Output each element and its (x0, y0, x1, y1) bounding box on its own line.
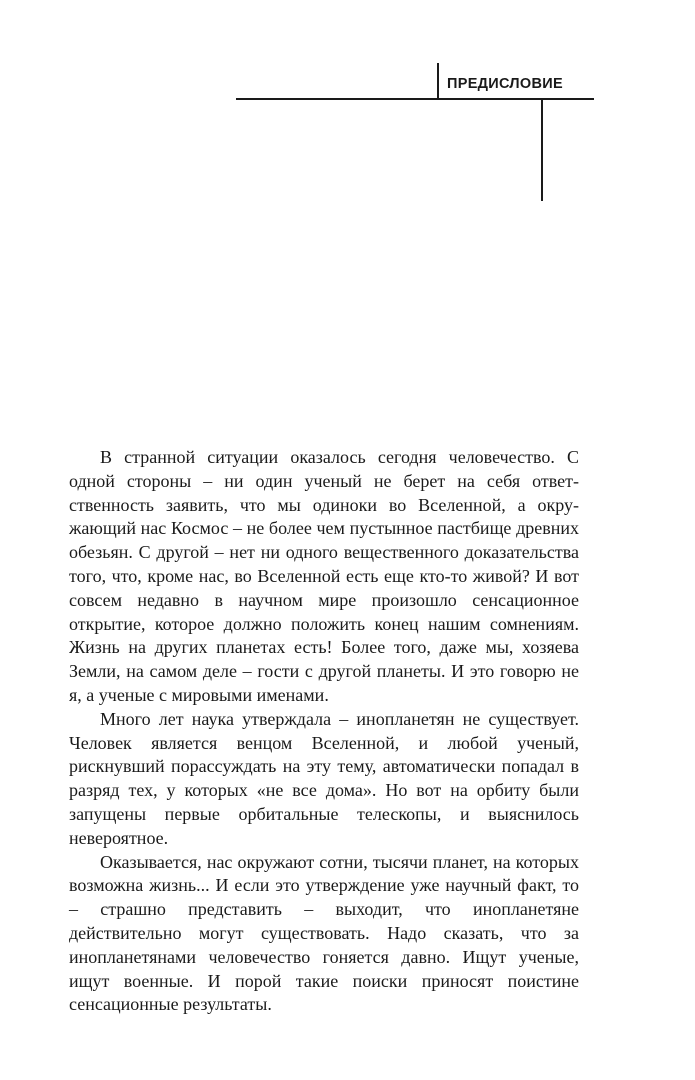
paragraph-1: В странной ситуации оказалось сегодня человечество. С одной стороны – ни один ученый не берет на себя ответственность заявить, что мы одиноки во Вселенной, а окружающий нас Космос – не более чем пустынное пастбище древних обезьян. С другой – нет ни одного вещественного доказательства того, что, кроме нас, во Вселенной есть еще кто-то живой? И вот совсем недавно в научном мире произошло сенсационное открытие, которое должно положить конец нашим сомнениям. Жизнь на других планетах есть! Более того, даже мы, хозяева Земли, на самом деле – гости с другой планеты. И это говорю не я, а ученые с мировыми именами. (69, 447, 579, 705)
paragraph-3: Оказывается, нас окружают сотни, тысячи планет, на которых возможна жизнь... И если это утверждение уже научный факт, то – страшно представить – выходит, что инопланетяне действительно могут существовать. Надо сказать, что за инопланетянами человечество гоняется давно. Ищут ученые, ищут военные. И порой такие поиски приносят поистине сенсационные результаты. (69, 851, 579, 1015)
header-rule-vertical-long (541, 98, 543, 201)
paragraph-2: Много лет наука утверждала – инопланетян не существует. Человек является венцом Вселенной, и любой ученый, рискнувший порассуждать на эту тему, автоматически попадал в разряд тех, у которых «не все дома». Но вот на орбиту были запущены первые орбитальные телескопы, и выяснилось невероятное. (69, 708, 579, 848)
section-title: ПРЕДИСЛОВИЕ (447, 76, 563, 92)
body-text (69, 446, 579, 1017)
header-rule-vertical-short (437, 63, 439, 100)
